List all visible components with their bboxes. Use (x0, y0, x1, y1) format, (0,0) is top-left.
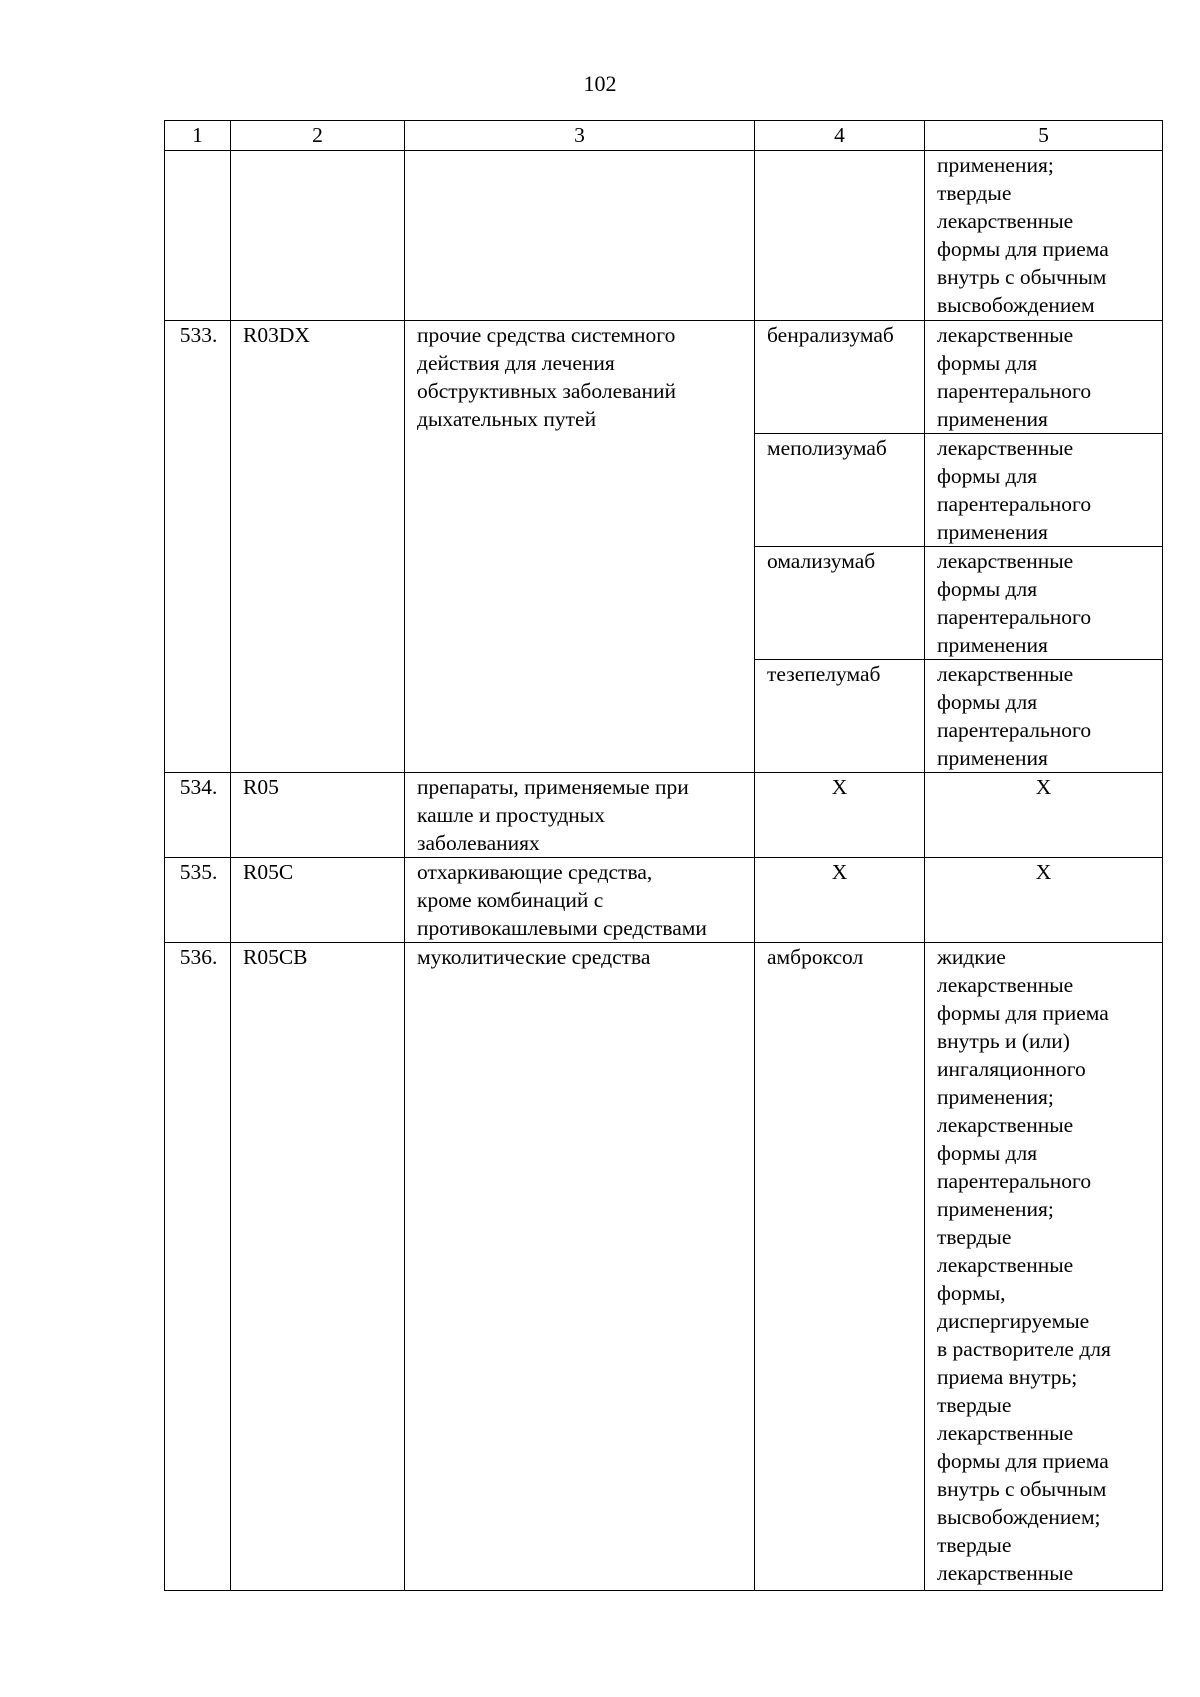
cell-drug: бенрализумаб (755, 321, 925, 434)
cell-group: прочие средства системного действия для лечения обструктивных заболеваний дыхательных путей (405, 321, 755, 773)
cell-group: муколитические средства (405, 943, 755, 1591)
header-cell-3: 3 (405, 121, 755, 151)
table-header-row (165, 121, 1163, 151)
cell-form: лекарственные формы для парентерального применения (925, 321, 1163, 434)
cell-num: 535. (165, 858, 231, 943)
cell-drug: меполизумаб (755, 434, 925, 547)
table-row-535 (165, 858, 1163, 943)
cell-form: лекарственные формы для парентерального применения (925, 434, 1163, 547)
header-cell-1: 1 (165, 121, 231, 151)
cell-form: лекарственные формы для парентерального применения (925, 660, 1163, 773)
cell-code: R05CB (231, 943, 405, 1591)
table-row-533 (165, 321, 1163, 434)
cell-code: R05 (231, 773, 405, 858)
cell-code: R05C (231, 858, 405, 943)
table-row-534 (165, 773, 1163, 858)
cell-group (405, 151, 755, 321)
cell-num: 533. (165, 321, 231, 773)
page-number: 102 (583, 71, 617, 96)
cell-form: применения; твердые лекарственные формы для приема внутрь с обычным высвобождением (925, 151, 1163, 321)
cell-drug: омализумаб (755, 547, 925, 660)
cell-form: Х (925, 858, 1163, 943)
cell-num: 534. (165, 773, 231, 858)
cell-num: 536. (165, 943, 231, 1591)
cell-group: отхаркивающие средства, кроме комбинаций с противокашлевыми средствами (405, 858, 755, 943)
cell-drug: Х (755, 773, 925, 858)
cell-drug: Х (755, 858, 925, 943)
cell-form: жидкие лекарственные формы для приема внутрь и (или) ингаляционного применения; лекарственные формы для парентерального применения; твердые лекарственные формы, диспергируемые в растворителе для приема внутрь; твердые лекарственные формы для приема внутрь с обычным высвобождением; твердые лекарственные (925, 943, 1163, 1591)
table-row-536 (165, 943, 1163, 1591)
cell-drug: тезепелумаб (755, 660, 925, 773)
header-cell-4: 4 (755, 121, 925, 151)
header-cell-5: 5 (925, 121, 1163, 151)
cell-drug (755, 151, 925, 321)
table-row-continuation (165, 151, 1163, 321)
cell-code (231, 151, 405, 321)
cell-code: R03DX (231, 321, 405, 773)
medicines-table (164, 120, 1163, 1591)
cell-drug: амброксол (755, 943, 925, 1591)
header-cell-2: 2 (231, 121, 405, 151)
cell-form: лекарственные формы для парентерального применения (925, 547, 1163, 660)
cell-form: Х (925, 773, 1163, 858)
cell-group: препараты, применяемые при кашле и простудных заболеваниях (405, 773, 755, 858)
cell-num (165, 151, 231, 321)
